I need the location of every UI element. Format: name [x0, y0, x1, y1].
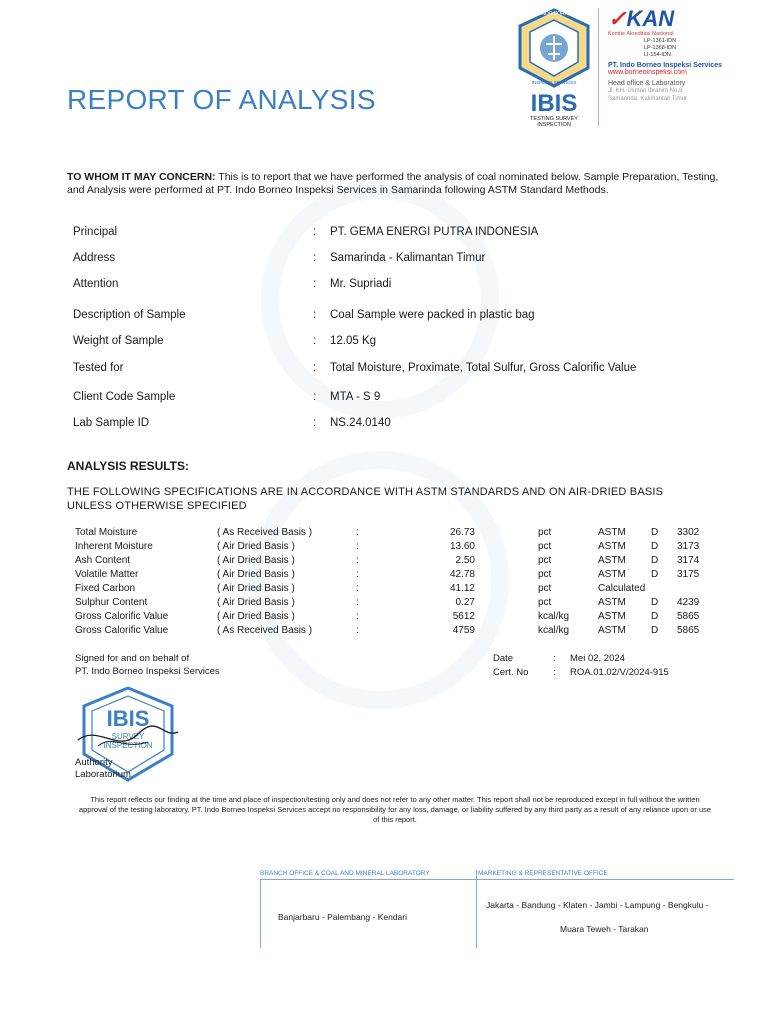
company-website: www.borneoinspeksi.com: [608, 69, 687, 76]
table-row: Gross Calorific Value ( Air Dried Basis ) : 5612 kcal/kg ASTM D 5865: [75, 611, 700, 622]
stamp-sub-2: INSPECTION: [103, 741, 153, 750]
authority-label: Authority: [75, 757, 113, 768]
date-value: Mei 02, 2024: [570, 653, 625, 664]
footer-mid-rule: [476, 870, 477, 948]
ibis-brand: IBIS: [530, 90, 578, 117]
report-title: REPORT OF ANALYSIS: [67, 84, 376, 115]
footer-left-rule: [260, 880, 261, 948]
kan-codes: LP-1361-IDN LP-1368-IDN LI-154-IDN: [644, 38, 677, 58]
ibis-ring-bottom: INSPEKSI SERVICES: [531, 80, 577, 85]
marketing-cities-2: Muara Teweh - Tarakan: [560, 924, 649, 934]
table-row: Gross Calorific Value ( As Received Basis ) : 4759 kcal/kg ASTM D 5865: [75, 625, 700, 636]
header-divider: [598, 8, 599, 126]
table-row: Total Moisture ( As Received Basis ) : 26.73 pct ASTM D 3302: [75, 527, 700, 538]
table-row: Sulphur Content ( Air Dried Basis ) : 0.27 pct ASTM D 4239: [75, 597, 700, 608]
date-label: Date: [493, 653, 514, 664]
table-row: Volatile Matter ( Air Dried Basis ) : 42.78 pct ASTM D 3175: [75, 569, 700, 580]
signing-company: PT. Indo Borneo Inspeksi Services: [75, 666, 220, 677]
table-row: Fixed Carbon ( Air Dried Basis ) : 41.12 pct Calculated: [75, 583, 646, 594]
signed-on-behalf-label: Signed for and on behalf of: [75, 653, 190, 664]
background-watermark: [180, 150, 580, 750]
kan-subtitle: Komite Akreditasi Nasional: [608, 31, 674, 37]
analysis-results-heading: ANALYSIS RESULTS:: [67, 459, 190, 473]
kan-accreditation-block: [608, 8, 748, 103]
marketing-office-heading: MARKETING & REPRESENTATIVE OFFICE: [478, 870, 608, 877]
disclaimer-text: This report reflects our finding at the time and place of inspection/testing only and does not refer to any other matter. This report shall not be reproduced except in full without the written approval of the testing laboratory. PT. Indo Borneo Inspeksi Services accept no responsibility for any loss, damage, or liability suffered by any third party as a result of any reliance upon or use of this report.: [78, 795, 712, 824]
table-row: Inherent Moisture ( Air Dried Basis ) : 13.60 pct ASTM D 3173: [75, 541, 700, 552]
laboratorium-label: Laboratorium: [75, 769, 131, 780]
ibis-logo: [512, 6, 596, 130]
branch-cities: Banjarbaru - Palembang - Kendari: [278, 912, 407, 922]
specification-note: THE FOLLOWING SPECIFICATIONS ARE IN ACCORDANCE WITH ASTM STANDARDS AND ON AIR-DRIED BASIS UNLESS OTHERWISE SPECIFIED: [67, 486, 664, 512]
cert-number-value: ROA.01.02/V/2024-915: [570, 667, 669, 678]
cert-number-label: Cert. No: [493, 667, 529, 678]
intro-paragraph: TO WHOM IT MAY CONCERN: This is to report that we have performed the analysis of coal nominated below. Sample Preparation, Testing, and Analysis were performed at PT. Indo Borneo Inspeksi Services in Samarinda following ASTM Standard Methods.: [67, 171, 719, 196]
head-office-address-1: Jl. KH. Usman Ibrahim No.8: [608, 88, 683, 94]
kan-logo: ✓KAN: [608, 6, 675, 31]
table-row: Ash Content ( Air Dried Basis ) : 2.50 pct ASTM D 3174: [75, 555, 700, 566]
branch-office-heading: BRANCH OFFICE & COAL AND MINERAL LABORATORY: [260, 870, 430, 877]
stamp-sub-1: SURVEY: [111, 732, 145, 741]
marketing-cities-1: Jakarta - Bandung - Klaten - Jambi - Lampung - Bengkulu -: [486, 900, 709, 910]
footer-rule: [260, 879, 734, 880]
footer-offices: [260, 870, 734, 948]
company-name: PT. Indo Borneo Inspeksi Services: [608, 62, 722, 69]
stamp-brand: IBIS: [106, 706, 150, 731]
ibis-ring-top: PT INDO BORNEO: [532, 11, 576, 17]
checkmark-icon: ✓: [608, 6, 627, 31]
head-office-label: Head office & Laboratory: [608, 80, 686, 87]
head-office-address-2: Samarinda, Kalimantan Timur: [608, 96, 688, 102]
ibis-tagline-1: TESTING SURVEY: [530, 116, 578, 122]
ibis-tagline-2: INSPECTION: [537, 122, 571, 128]
